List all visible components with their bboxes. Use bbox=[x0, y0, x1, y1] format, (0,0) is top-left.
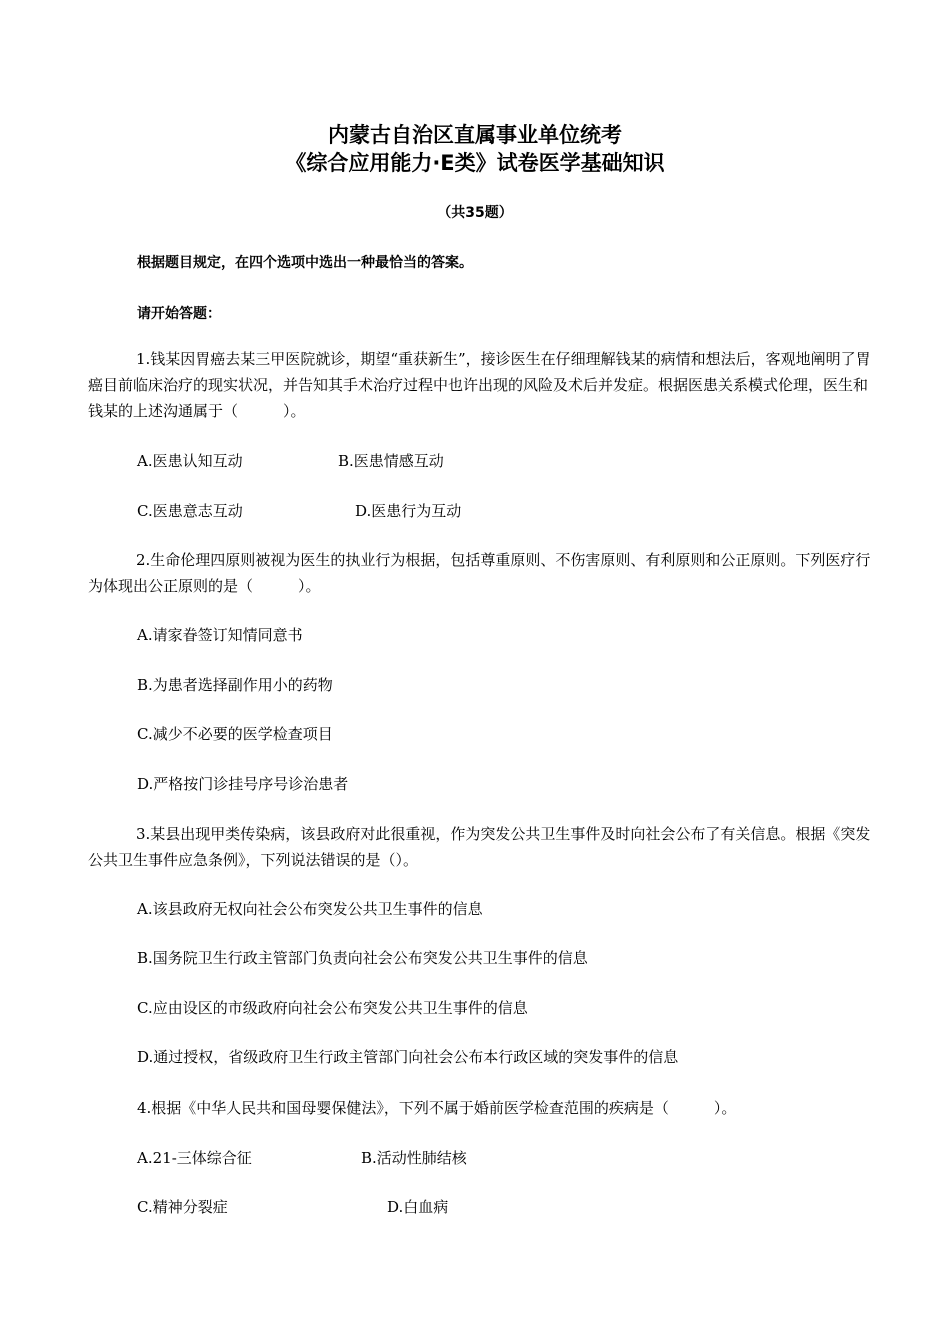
question-1-option-b: B.医患情感互动 bbox=[338, 452, 444, 470]
question-4-option-d: D.白血病 bbox=[387, 1198, 449, 1216]
question-3-stem: 3.某县出现甲类传染病，该县政府对此很重视，作为突发公共卫生事件及时向社会公布了有关信息。根据《突发公共卫生事件应急条例》，下列说法错误的是（）。 bbox=[88, 825, 871, 869]
question-4-stem: 4.根据《中华人民共和国母婴保健法》，下列不属于婚前医学检查范围的疾病是（ ）。 bbox=[137, 1099, 737, 1117]
question-4-option-b: B.活动性肺结核 bbox=[361, 1149, 467, 1167]
instruction-rule: 根据题目规定，在四个选项中选出一种最恰当的答案。 bbox=[137, 255, 473, 271]
question-3-option-a: A.该县政府无权向社会公布突发公共卫生事件的信息 bbox=[137, 900, 483, 918]
question-3-option-b: B.国务院卫生行政主管部门负责向社会公布突发公共卫生事件的信息 bbox=[137, 949, 588, 967]
question-1-option-d: D.医患行为互动 bbox=[355, 502, 462, 520]
instruction-start: 请开始答题： bbox=[137, 306, 221, 322]
question-4-option-a: A.21-三体综合征 bbox=[137, 1149, 252, 1167]
question-3-option-d: D.通过授权，省级政府卫生行政主管部门向社会公布本行政区域的突发事件的信息 bbox=[137, 1048, 679, 1066]
question-1-stem: 1.钱某因胃癌去某三甲医院就诊，期望“重获新生”，接诊医生在仔细理解钱某的病情和想法后，客观地阐明了胃癌目前临床治疗的现实状况，并告知其手术治疗过程中也许出现的风险及术后并发症。根据医患关系模式伦理，医生和钱某的上述沟通属于（ ）。 bbox=[88, 350, 871, 420]
question-count: （共35题） bbox=[437, 205, 513, 221]
question-2-option-b: B.为患者选择副作用小的药物 bbox=[137, 676, 333, 694]
question-4-option-c: C.精神分裂症 bbox=[137, 1198, 228, 1216]
document-title-line2: 《综合应用能力·E类》试卷医学基础知识 bbox=[285, 151, 665, 175]
question-1-option-a: A.医患认知互动 bbox=[137, 452, 243, 470]
question-2-option-c: C.减少不必要的医学检查项目 bbox=[137, 725, 333, 743]
question-1-option-c: C.医患意志互动 bbox=[137, 502, 243, 520]
question-2-stem: 2.生命伦理四原则被视为医生的执业行为根据，包括尊重原则、不伤害原则、有利原则和公正原则。下列医疗行为体现出公正原则的是（ ）。 bbox=[88, 551, 871, 595]
question-3-option-c: C.应由设区的市级政府向社会公布突发公共卫生事件的信息 bbox=[137, 999, 528, 1017]
document-title-line1: 内蒙古自治区直属事业单位统考 bbox=[328, 123, 622, 147]
question-2-option-d: D.严格按门诊挂号序号诊治患者 bbox=[137, 775, 349, 793]
question-2-option-a: A.请家眷签订知情同意书 bbox=[137, 626, 303, 644]
